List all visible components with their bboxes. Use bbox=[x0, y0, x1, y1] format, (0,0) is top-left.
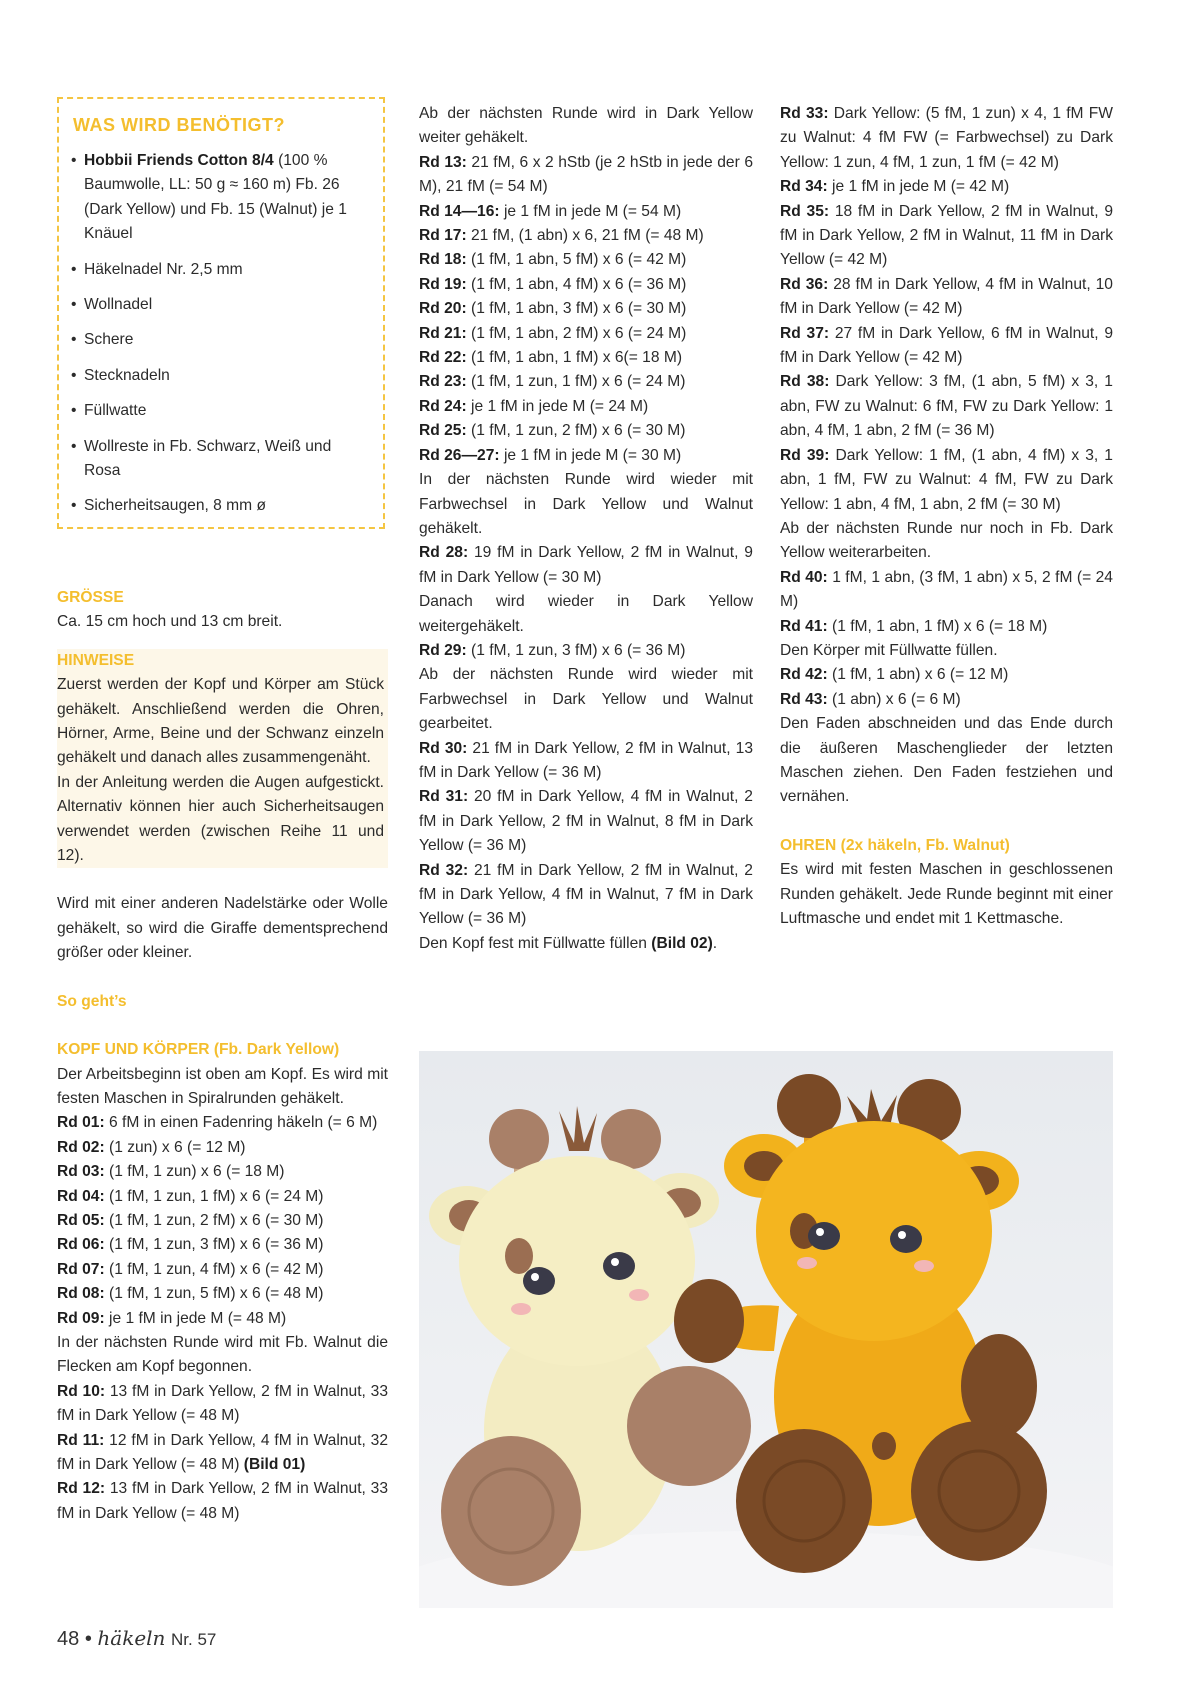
kopf-row bbox=[57, 1258, 388, 1282]
kopf-row bbox=[57, 1111, 388, 1135]
instruction-row bbox=[419, 444, 753, 468]
instruction-row-text: Dark Yellow: 1 fM, (1 abn, 4 fM) x 3, 1 abn, 1 fM, FW zu Walnut: 4 fM, FW zu Dark Yellow: 1 abn, 4 fM, 1 abn, 2 fM (= 30 M) bbox=[780, 446, 1113, 513]
instruction-row bbox=[419, 395, 753, 419]
materials-item bbox=[71, 399, 371, 423]
kopf-row bbox=[57, 1331, 388, 1380]
materials-item-text: Sicherheitsaugen, 8 mm ø bbox=[84, 497, 267, 515]
hinweise-section bbox=[57, 649, 388, 869]
instruction-row bbox=[419, 273, 753, 297]
materials-item-text: Stecknadeln bbox=[84, 366, 170, 384]
instruction-row-label: Rd 17: bbox=[419, 227, 467, 245]
instruction-row-text: Dark Yellow: (5 fM, 1 zun) x 4, 1 fM FW zu Walnut: 4 fM FW (= Farbwechsel) zu Dark Yellow: 1 zun, 4 fM, 1 zun, 1 fM (= 42 M) bbox=[780, 105, 1113, 171]
instruction-row-label: Rd 33: bbox=[780, 105, 829, 122]
materials-item-text: Schere bbox=[84, 331, 134, 349]
kopf-row-text: 13 fM in Dark Yellow, 2 fM in Walnut, 33 fM in Dark Yellow (= 48 M) bbox=[57, 1480, 388, 1522]
instruction-row bbox=[419, 248, 753, 272]
kopf-row bbox=[57, 1429, 388, 1478]
kopf-intro: Der Arbeitsbeginn ist oben am Kopf. Es wird mit festen Maschen in Spiralrunden gehäkelt. bbox=[57, 1065, 388, 1107]
instruction-row-label: Rd 13: bbox=[419, 153, 467, 171]
instruction-row-label: Rd 28: bbox=[419, 544, 469, 562]
kopf-row-label: Rd 02: bbox=[57, 1138, 105, 1156]
instruction-row bbox=[419, 346, 753, 370]
yellow-giraffe bbox=[674, 1074, 1047, 1573]
kopf-row-label: Rd 11: bbox=[57, 1431, 105, 1449]
materials-item-text: Füllwatte bbox=[84, 402, 147, 420]
instruction-row-text: (1 fM, 1 zun, 1 fM) x 6 (= 24 M) bbox=[466, 373, 686, 391]
instruction-row-text: In der nächsten Runde wird wieder mit Farbwechsel in Dark Yellow und Walnut gehäkelt. bbox=[419, 471, 753, 537]
materials-item bbox=[71, 293, 371, 317]
instruction-row bbox=[780, 566, 1113, 615]
instruction-row bbox=[419, 200, 753, 224]
kopf-row-label: Rd 08: bbox=[57, 1285, 105, 1303]
giraffes-illustration bbox=[419, 1051, 1113, 1608]
instruction-row-text: (1 fM, 1 abn, 5 fM) x 6 (= 42 M) bbox=[466, 251, 687, 269]
instruction-row bbox=[780, 517, 1113, 566]
instruction-row-text: (1 fM, 1 abn, 2 fM) x 6 (= 24 M) bbox=[466, 324, 687, 342]
instruction-row-text: Ab der nächsten Runde wird in Dark Yellow weiter gehäkelt. bbox=[419, 105, 753, 147]
kopf-row-label: Rd 07: bbox=[57, 1260, 105, 1278]
page-number: 48 bbox=[57, 1628, 80, 1650]
instruction-row bbox=[780, 200, 1113, 273]
instruction-row-label: Rd 20: bbox=[419, 300, 467, 318]
kopf-row-text: je 1 fM in jede M (= 48 M) bbox=[104, 1309, 287, 1327]
hinweise-p2: In der Anleitung werden die Augen aufgestickt. Alternativ können hier auch Sicherheitsaugen verwendet werden (zwischen Reihe 11 und 12). bbox=[57, 773, 384, 865]
instruction-row bbox=[419, 370, 753, 394]
page-footer bbox=[57, 1626, 216, 1652]
instruction-row bbox=[419, 737, 753, 786]
kopf-row-text: 13 fM in Dark Yellow, 2 fM in Walnut, 33 fM in Dark Yellow (= 48 M) bbox=[57, 1382, 388, 1425]
instruction-row-label: Rd 24: bbox=[419, 397, 467, 415]
materials-item-text: Häkelnadel Nr. 2,5 mm bbox=[84, 260, 243, 278]
instruction-row-label: Rd 39: bbox=[780, 446, 830, 464]
kopf-row-text: In der nächsten Runde wird mit Fb. Walnut die Flecken am Kopf begonnen. bbox=[57, 1333, 388, 1376]
instruction-row bbox=[780, 175, 1113, 199]
so-gehts-heading: So geht’s bbox=[57, 992, 127, 1010]
instruction-row bbox=[419, 541, 753, 590]
instruction-row-text: Ab der nächsten Runde wird wieder mit Farbwechsel in Dark Yellow und Walnut gearbeitet. bbox=[419, 666, 753, 733]
instruction-row-text: 21 fM, 6 x 2 hStb (je 2 hStb in jede der 6 M), 21 fM (= 54 M) bbox=[419, 153, 753, 196]
kopf-row-label: Rd 10: bbox=[57, 1382, 106, 1400]
kopf-row-figure-ref: (Bild 01) bbox=[243, 1456, 306, 1473]
footer-bullet: • bbox=[84, 1628, 92, 1650]
instruction-row bbox=[780, 615, 1113, 639]
instruction-row-label: Rd 21: bbox=[419, 324, 467, 342]
instruction-row-label: Rd 37: bbox=[780, 324, 830, 342]
kopf-row bbox=[57, 1380, 388, 1429]
instruction-row bbox=[419, 151, 753, 200]
ohren-text: Es wird mit festen Maschen in geschlossenen Runden gehäkelt. Jede Runde beginnt mit einer Luftmasche und endet mit 1 Kettmasche. bbox=[780, 861, 1113, 927]
instruction-row bbox=[780, 102, 1113, 175]
materials-item-product: Hobbii Friends Cotton 8/4 bbox=[84, 152, 274, 169]
instruction-row-label: Rd 34: bbox=[780, 178, 828, 196]
col3-rows bbox=[780, 102, 1113, 810]
instruction-row-text: (1 fM, 1 zun, 3 fM) x 6 (= 36 M) bbox=[466, 641, 686, 659]
materials-item-text: Wollnadel bbox=[84, 296, 153, 314]
instruction-row-text: Dark Yellow: 3 fM, (1 abn, 5 fM) x 3, 1 abn, FW zu Walnut: 6 fM, FW zu Dark Yellow: 1 abn, 4 fM, 1 abn, 2 fM (= 36 M) bbox=[780, 373, 1113, 440]
instruction-row bbox=[780, 712, 1113, 810]
kopf-row-text: 12 fM in Dark Yellow, 4 fM in Walnut, 32 fM in Dark Yellow (= 48 M) bbox=[57, 1431, 389, 1473]
col2-rows bbox=[419, 102, 753, 956]
instruction-row-label: Rd 25: bbox=[419, 422, 467, 440]
kopf-row bbox=[57, 1209, 388, 1233]
materials-item bbox=[71, 149, 371, 247]
materials-item bbox=[71, 364, 371, 388]
instruction-row-text: 20 fM in Dark Yellow, 4 fM in Walnut, 2 fM in Dark Yellow, 2 fM in Walnut, 8 fM in Dark Yellow (= 36 M) bbox=[419, 788, 753, 855]
instruction-row-text: 21 fM in Dark Yellow, 2 fM in Walnut, 13 fM in Dark Yellow (= 36 M) bbox=[419, 739, 753, 781]
materials-item bbox=[71, 494, 371, 518]
instruction-row bbox=[419, 322, 753, 346]
instruction-row-label: Rd 18: bbox=[419, 251, 467, 269]
materials-item bbox=[71, 435, 371, 484]
instruction-row-label: Rd 36: bbox=[780, 275, 829, 293]
kopf-row-label: Rd 09: bbox=[57, 1309, 105, 1327]
instruction-row-text: (1 fM, 1 abn, 1 fM) x 6(= 18 M) bbox=[466, 349, 683, 367]
kopf-row-text: (1 fM, 1 zun, 4 fM) x 6 (= 42 M) bbox=[104, 1260, 324, 1278]
instruction-row-text: je 1 fM in jede M (= 42 M) bbox=[827, 178, 1010, 196]
instruction-row-label: Rd 43: bbox=[780, 690, 828, 708]
instruction-row-label: Rd 32: bbox=[419, 861, 469, 879]
instruction-row-text: 28 fM in Dark Yellow, 4 fM in Walnut, 10 fM in Dark Yellow (= 42 M) bbox=[780, 275, 1113, 318]
instruction-row-label: Rd 29: bbox=[419, 641, 467, 659]
kopf-row-text: (1 zun) x 6 (= 12 M) bbox=[104, 1138, 246, 1156]
instruction-row-text: je 1 fM in jede M (= 24 M) bbox=[466, 397, 649, 415]
groesse-text: Ca. 15 cm hoch und 13 cm breit. bbox=[57, 613, 283, 631]
instruction-row bbox=[419, 859, 753, 932]
instruction-row-label: Rd 23: bbox=[419, 373, 467, 391]
kopf-row-text: (1 fM, 1 zun) x 6 (= 18 M) bbox=[104, 1163, 285, 1181]
kopf-row bbox=[57, 1233, 388, 1257]
instruction-row-text: 27 fM in Dark Yellow, 6 fM in Walnut, 9 fM in Dark Yellow (= 42 M) bbox=[780, 324, 1113, 367]
kopf-rows bbox=[57, 1111, 388, 1526]
instruction-row-label: Rd 42: bbox=[780, 666, 828, 684]
instruction-row bbox=[419, 297, 753, 321]
kopf-row-label: Rd 05: bbox=[57, 1211, 105, 1229]
instruction-row-text: Ab der nächsten Runde nur noch in Fb. Dark Yellow weiterarbeiten. bbox=[780, 519, 1113, 562]
instruction-row bbox=[780, 273, 1113, 322]
magazine-name: häkeln bbox=[97, 1626, 166, 1650]
kopf-row bbox=[57, 1307, 388, 1331]
instruction-row-label: Rd 38: bbox=[780, 373, 830, 391]
kopf-row-label: Rd 01: bbox=[57, 1114, 105, 1132]
instruction-row-text: 21 fM in Dark Yellow, 2 fM in Walnut, 2 fM in Dark Yellow, 4 fM in Walnut, 7 fM in Dark Yellow (= 36 M) bbox=[419, 861, 753, 928]
instruction-row bbox=[780, 444, 1113, 517]
kopf-row-label: Rd 03: bbox=[57, 1163, 105, 1181]
instruction-row-text: 18 fM in Dark Yellow, 2 fM in Walnut, 9 fM in Dark Yellow, 2 fM in Walnut, 11 fM in Dark Yellow (= 42 M) bbox=[780, 202, 1113, 269]
kopf-row-label: Rd 06: bbox=[57, 1236, 105, 1254]
instruction-row bbox=[419, 224, 753, 248]
kopf-row bbox=[57, 1185, 388, 1209]
instruction-row bbox=[780, 639, 1113, 663]
kopf-heading: KOPF UND KÖRPER (Fb. Dark Yellow) bbox=[57, 1041, 340, 1059]
kopf-row bbox=[57, 1282, 388, 1306]
instruction-row bbox=[419, 468, 753, 541]
issue-number: Nr. 57 bbox=[171, 1630, 217, 1649]
kopf-row-text: (1 fM, 1 zun, 3 fM) x 6 (= 36 M) bbox=[104, 1236, 324, 1254]
instruction-row-label: Rd 40: bbox=[780, 568, 828, 586]
instruction-row-label: Rd 19: bbox=[419, 275, 467, 293]
kopf-row-text: (1 fM, 1 zun, 1 fM) x 6 (= 24 M) bbox=[104, 1187, 324, 1205]
materials-list bbox=[71, 149, 371, 530]
kopf-row-text: (1 fM, 1 zun, 2 fM) x 6 (= 30 M) bbox=[104, 1211, 324, 1229]
kopf-row-label: Rd 04: bbox=[57, 1187, 105, 1205]
materials-title: WAS WIRD BENÖTIGT? bbox=[73, 115, 285, 135]
giraffes-photo bbox=[419, 1051, 1113, 1608]
kopf-row-text: (1 fM, 1 zun, 5 fM) x 6 (= 48 M) bbox=[104, 1285, 324, 1303]
instruction-row-text: (1 fM, 1 abn, 4 fM) x 6 (= 36 M) bbox=[466, 275, 687, 293]
instruction-row-text: 21 fM, (1 abn) x 6, 21 fM (= 48 M) bbox=[466, 227, 704, 245]
kopf-row bbox=[57, 1136, 388, 1160]
kopf-row-text: 6 fM in einen Fadenring häkeln (= 6 M) bbox=[104, 1114, 378, 1132]
instruction-row-label: Rd 30: bbox=[419, 739, 468, 757]
instruction-row-text: 19 fM in Dark Yellow, 2 fM in Walnut, 9 fM in Dark Yellow (= 30 M) bbox=[419, 544, 753, 586]
instruction-row bbox=[780, 370, 1113, 443]
instruction-row bbox=[780, 663, 1113, 687]
groesse-heading: GRÖSSE bbox=[57, 589, 124, 606]
instruction-row bbox=[419, 785, 753, 858]
materials-item bbox=[71, 258, 371, 282]
instruction-row-text: Den Kopf fest mit Füllwatte füllen bbox=[419, 934, 652, 952]
materials-item-text: Wollreste in Fb. Schwarz, Weiß und Rosa bbox=[84, 437, 332, 480]
instruction-row-label: Rd 26—27: bbox=[419, 446, 500, 464]
hinweise-heading: HINWEISE bbox=[57, 651, 135, 669]
instruction-row bbox=[780, 322, 1113, 371]
instruction-row-label: Rd 22: bbox=[419, 349, 467, 367]
kopf-row-label: Rd 12: bbox=[57, 1480, 106, 1498]
instruction-row-text: (1 fM, 1 abn, 1 fM) x 6 (= 18 M) bbox=[827, 617, 1048, 635]
instruction-row-text: 1 fM, 1 abn, (3 fM, 1 abn) x 5, 2 fM (= 24 M) bbox=[780, 568, 1113, 611]
instruction-row bbox=[780, 688, 1113, 712]
instruction-row-text: (1 fM, 1 abn) x 6 (= 12 M) bbox=[827, 666, 1009, 684]
instruction-row-text: (1 fM, 1 zun, 2 fM) x 6 (= 30 M) bbox=[466, 422, 686, 440]
instruction-row-label: Rd 41: bbox=[780, 617, 828, 635]
instruction-row-figure-ref: (Bild 02) bbox=[651, 934, 713, 952]
left-column bbox=[57, 586, 388, 1526]
instruction-row-text: Den Faden abschneiden und das Ende durch die äußeren Maschenglieder der letzten Maschen ziehen. Den Faden festziehen und vernähen. bbox=[780, 715, 1113, 806]
wool-note: Wird mit einer anderen Nadelstärke oder Wolle gehäkelt, so wird die Giraffe dementsprechend größer oder kleiner. bbox=[57, 895, 388, 962]
instruction-row-label: Rd 35: bbox=[780, 202, 830, 220]
instruction-row-label: Rd 14—16: bbox=[419, 202, 500, 220]
middle-column bbox=[419, 102, 753, 956]
instruction-row bbox=[419, 419, 753, 443]
ohren-heading: OHREN (2x häkeln, Fb. Walnut) bbox=[780, 836, 1010, 854]
hinweise-p1: Zuerst werden der Kopf und Körper am Stück gehäkelt. Anschließend werden die Ohren, Hörner, Arme, Beine und der Schwanz einzeln gehäkelt und danach alles zusammengenäht. bbox=[57, 676, 384, 767]
kopf-row bbox=[57, 1477, 388, 1526]
instruction-row bbox=[419, 663, 753, 736]
instruction-row-text: (1 fM, 1 abn, 3 fM) x 6 (= 30 M) bbox=[466, 300, 687, 318]
instruction-row-text: Danach wird wieder in Dark Yellow weitergehäkelt. bbox=[419, 593, 753, 635]
instruction-row-label: Rd 31: bbox=[419, 788, 469, 806]
instruction-row-text: Den Körper mit Füllwatte füllen. bbox=[780, 641, 998, 659]
instruction-row bbox=[419, 590, 753, 639]
instruction-row-suffix: . bbox=[712, 934, 718, 952]
instruction-row-text: (1 abn) x 6 (= 6 M) bbox=[827, 690, 961, 708]
instruction-row bbox=[419, 932, 753, 956]
instruction-row-text: je 1 fM in jede M (= 54 M) bbox=[499, 202, 682, 220]
instruction-row bbox=[419, 102, 753, 151]
materials-item bbox=[71, 328, 371, 352]
kopf-row bbox=[57, 1160, 388, 1184]
instruction-row bbox=[419, 639, 753, 663]
materials-item-text: (100 % Baumwolle, LL: 50 g ≈ 160 m) Fb. 26 (Dark Yellow) und Fb. 15 (Walnut) je 1 Knäuel bbox=[84, 152, 347, 243]
materials-box bbox=[57, 97, 385, 529]
right-column bbox=[780, 102, 1113, 931]
instruction-row-text: je 1 fM in jede M (= 30 M) bbox=[499, 446, 682, 464]
